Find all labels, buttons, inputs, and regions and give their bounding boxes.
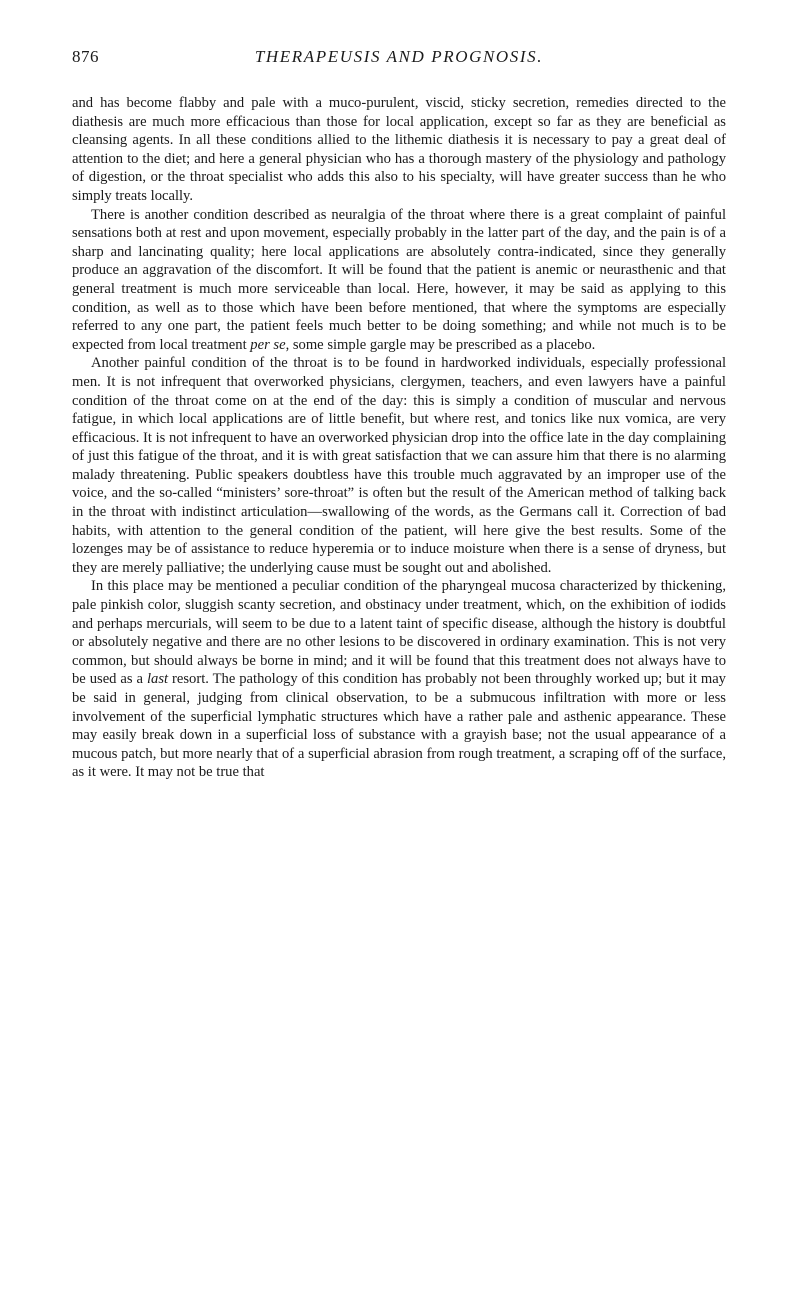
paragraph-text: In this place may be mentioned a peculiar condition of the pharyngeal mucosa characterized by thickening, pale pinkish color, sluggish scanty secretion, and obstinacy under treatment, which, on the exhibition of iodids and perhaps mercurials, will seem to be due to a latent taint of specific disease, although the history is doubtful or absolutely negative and there are no other lesions to be discovered in ordinary examination. This is not very common, but should always be borne in mind; and it will be found that this treatment does not always have to be used as a (72, 578, 726, 688)
paragraph-text: There is another condition described as neuralgia of the throat where there is a great complaint of painful sensations both at rest and upon movement, especially probably in the latter part of the day, and the pain is of a sharp and lancinating quality; here local applications are absolutely contra-indicated, since they generally produce an aggravation of the discomfort. It will be found that the patient is anemic or neurasthenic and that general treatment is much more serviceable than local. Here, however, it may be said as applying to this condition, as well as to those which have been before mentioned, that where the symptoms are especially referred to any one part, the patient feels much better to be doing something; and while not much is to be expected from local treatment (72, 206, 726, 353)
italic-word: last (146, 671, 169, 688)
page-number: 876 (72, 47, 99, 66)
paragraph-neuralgia (72, 206, 726, 355)
paragraph-pharyngeal-mucosa (72, 577, 726, 782)
italic-phrase: per se (250, 336, 286, 353)
running-head (72, 47, 726, 73)
paragraph-continuation (72, 94, 726, 206)
paragraph-text: and has become flabby and pale with a muco-purulent, viscid, sticky secretion, remedies directed to the diathesis are much more efficacious than those for local application, except so far as they are beneficial as cleansing agents. In all these conditions allied to the lithemic diathesis it is necessary to pay a great deal of attention to the diet; and here a general physician who has a thorough mastery of the physiology and pathology of digestion, or the throat specialist who adds this also to his specialty, will have greater success than he who simply treats locally. (72, 95, 726, 204)
paragraph-fatigue (72, 354, 726, 577)
paragraph-text: , some simple gargle may be prescribed as a placebo. (285, 336, 596, 353)
paragraph-text: Another painful condition of the throat is to be found in hardworked individuals, especially professional men. It is not infrequent that overworked physicians, clergymen, teachers, and even lawyers have a painful condition of the throat come on at the end of the day: this is simply a condition of muscular and nervous fatigue, in which local applications are of little benefit, but where rest, and tonics like nux vomica, are very efficacious. It is not infrequent to have an overworked physician drop into the office late in the day complaining of just this fatigue of the throat, and it is with great satisfaction that we can assure him that there is no alarming malady threatening. Public speakers doubtless have this trouble much aggravated by an improper use of the voice, and the so-called “ministers’ sore-throat” is often but the result of the American method of talking back in the throat with indistinct articulation—swallowing of the words, as the Germans call it. Correction of bad habits, with attention to the general condition of the patient, will here give the best results. Some of the lozenges may be of assistance to reduce hyperemia or to induce moisture when there is a sense of dryness, but they are merely palliative; the underlying cause must be sought out and abolished. (72, 355, 726, 576)
running-title: THERAPEUSIS AND PROGNOSIS. (254, 47, 544, 66)
body-text (72, 94, 726, 782)
paragraph-text: resort. The pathology of this condition has probably not been throughly worked up; but it may be said in general, judging from clinical observation, to be a submucous infiltration with more or less involvement of the superficial lymphatic structures which have a rather pale and asthenic appearance. These may easily break down in a superficial loss of substance with a grayish base; not the usual appearance of a mucous patch, but more nearly that of a superficial abrasion from rough treatment, a scraping off of the surface, as it were. It may not be true that (72, 671, 726, 781)
